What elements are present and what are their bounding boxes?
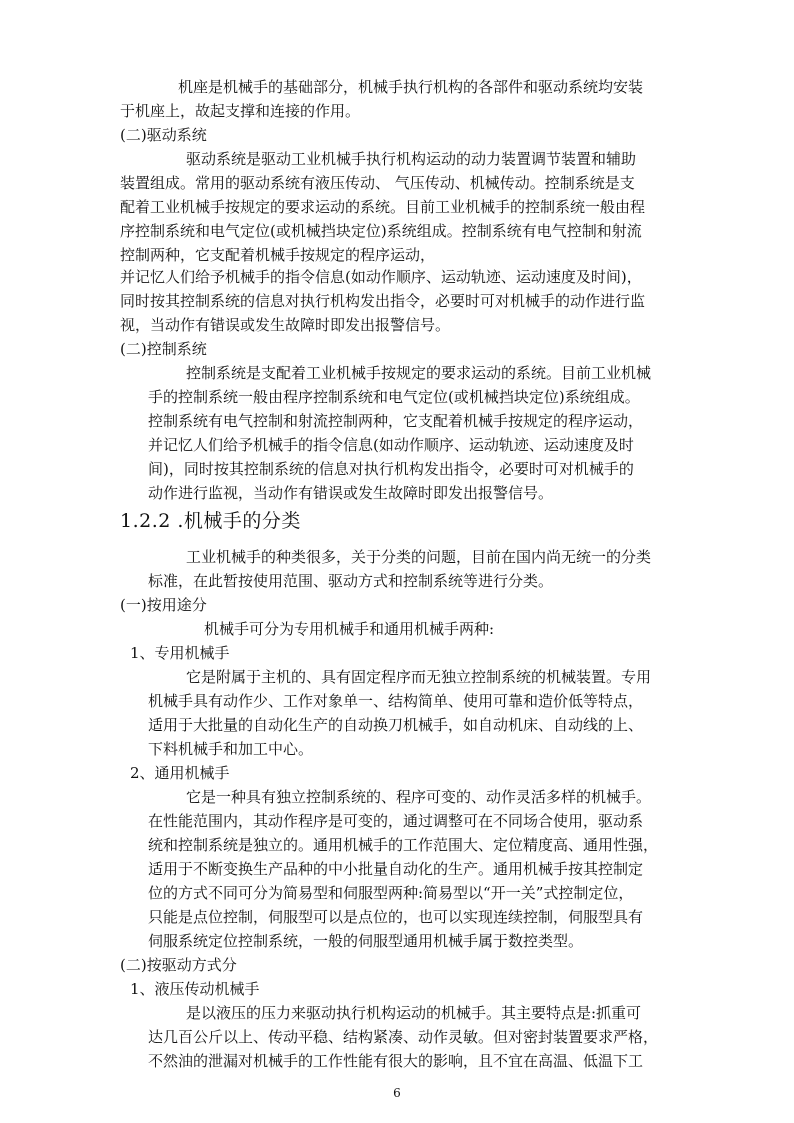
- paragraph-line: 在性能范围内，其动作程序是可变的，通过调整可在不同场合使用，驱动系: [148, 812, 644, 830]
- list-heading: 1、专用机械手: [130, 644, 230, 662]
- paragraph-line: 配着工业机械手按规定的要求运动的系统。目前工业机械手的控制系统一般由程: [120, 198, 646, 216]
- paragraph-line: 只能是点位控制，伺服型可以是点位的，也可以实现连续控制，伺服型具有: [148, 908, 644, 926]
- paragraph-line: 驱动系统是驱动工业机械手执行机构运动的动力装置调节装置和辅助: [186, 150, 637, 168]
- paragraph-line: 统和控制系统是独立的。通用机械手的工作范围大、定位精度高、通用性强，: [148, 836, 659, 854]
- paragraph-line: 手的控制系统一般由程序控制系统和电气定位(或机械挡块定位)系统组成。: [148, 388, 640, 406]
- paragraph-line: 适用于不断变换生产品种的中小批量自动化的生产。通用机械手按其控制定: [148, 860, 644, 878]
- paragraph-line: 控制系统是支配着工业机械手按规定的要求运动的系统。目前工业机械: [186, 364, 652, 382]
- paragraph-line: 它是一种具有独立控制系统的、程序可变的、动作灵活多样的机械手。: [186, 788, 652, 806]
- paragraph-line: 下料机械手和加工中心。: [148, 740, 314, 758]
- paragraph-line: 同时按其控制系统的信息对执行机构发出指令，必要时可对机械手的动作进行监: [120, 292, 646, 310]
- paragraph-line: 于机座上，故起支撑和连接的作用。: [120, 102, 361, 120]
- paragraph-line: 视，当动作有错误或发生故障时即发出报警信号。: [120, 316, 451, 334]
- paragraph-line: 序控制系统和电气定位(或机械挡块定位)系统组成。控制系统有电气控制和射流: [120, 222, 642, 240]
- paragraph-line: 不然油的泄漏对机械手的工作性能有很大的影响，且不宜在高温、低温下工: [148, 1052, 644, 1070]
- paragraph-line: 动作进行监视，当动作有错误或发生故障时即发出报警信号。: [148, 484, 554, 502]
- paragraph-line: 是以液压的压力来驱动执行机构运动的机械手。其主要特点是:抓重可: [186, 1004, 642, 1022]
- paragraph-line: 机械手具有动作少、工作对象单一、结构简单、使用可靠和造价低等特点，: [148, 692, 644, 710]
- paragraph-line: 达几百公斤以上、传动平稳、结构紧凑、动作灵敏。但对密封装置要求严格，: [148, 1028, 659, 1046]
- section-heading: 1.2.2 .机械手的分类: [120, 510, 301, 532]
- subheading: (一)按用途分: [120, 596, 207, 614]
- paragraph-line: 机座是机械手的基础部分，机械手执行机构的各部件和驱动系统均安装: [178, 78, 644, 96]
- paragraph-line: 适用于大批量的自动化生产的自动换刀机械手，如自动机床、自动线的上、: [148, 716, 644, 734]
- paragraph-line: 它是附属于主机的、具有固定程序而无独立控制系统的机械装置。专用: [186, 668, 652, 686]
- paragraph-line: 工业机械手的种类很多，关于分类的问题，目前在国内尚无统一的分类: [186, 548, 652, 566]
- subheading: (二)按驱动方式分: [120, 956, 237, 974]
- paragraph-line: 并记忆人们给予机械手的指令信息(如动作顺序、运动轨迹、运动速度及时间)，: [120, 268, 642, 286]
- paragraph-line: 控制系统有电气控制和射流控制两种，它支配着机械手按规定的程序运动，: [148, 412, 644, 430]
- paragraph-line: 并记忆人们给予机械手的指令信息(如动作顺序、运动轨迹、运动速度及时: [148, 436, 634, 454]
- subheading: (二)驱动系统: [120, 126, 207, 144]
- paragraph-line: 伺服系统定位控制系统，一般的伺服型通用机械手属于数控类型。: [148, 932, 584, 950]
- paragraph-line: 间)，同时按其控制系统的信息对执行机构发出指令，必要时可对机械手的: [148, 460, 634, 478]
- paragraph-line: 控制两种，它支配着机械手按规定的程序运动，: [120, 246, 436, 264]
- subheading: (二)控制系统: [120, 340, 207, 358]
- list-heading: 2、通用机械手: [130, 764, 230, 782]
- page-number: 6: [393, 1086, 401, 1100]
- paragraph-line: 装置组成。常用的驱动系统有液压传动、 气压传动、机械传动。控制系统是支: [120, 174, 635, 192]
- paragraph-line: 位的方式不同可分为简易型和伺服型两种:简易型以“开一关”式控制定位，: [148, 884, 634, 902]
- list-heading: 1、液压传动机械手: [130, 980, 260, 998]
- paragraph-line: 标准，在此暂按使用范围、驱动方式和控制系统等进行分类。: [148, 572, 554, 590]
- paragraph-line: 机械手可分为专用机械手和通用机械手两种:: [204, 620, 495, 638]
